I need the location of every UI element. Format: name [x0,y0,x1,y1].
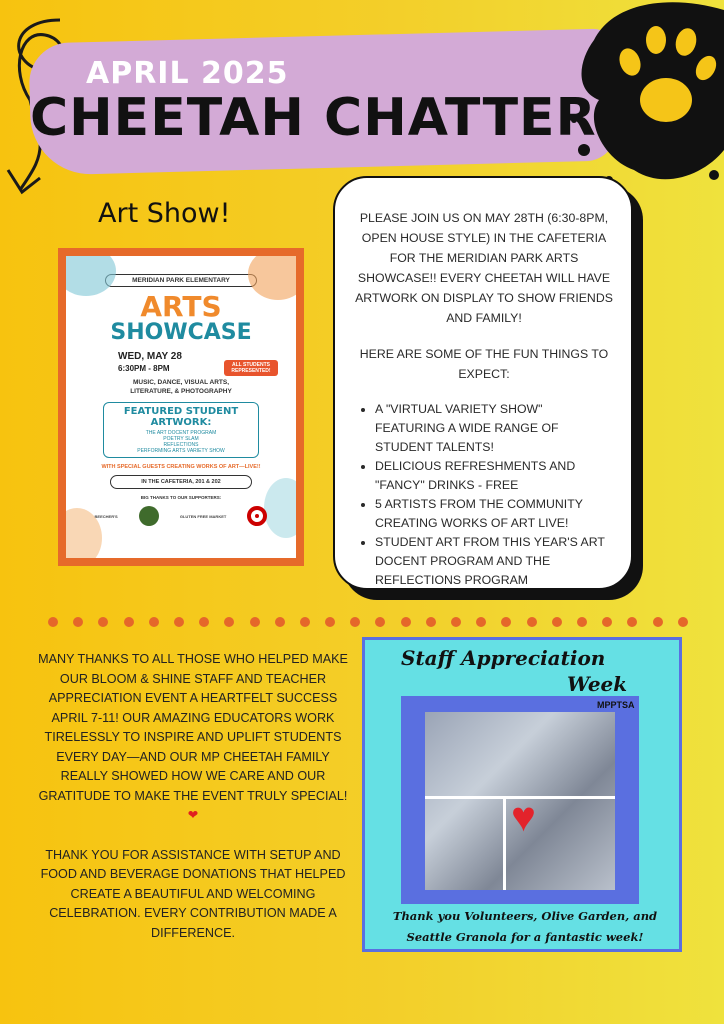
divider-dot [224,617,234,627]
thanks-text: MANY THANKS TO ALL THOSE WHO HELPED MAKE OUR BLOOM & SHINE STAFF AND TEACHER APPRECIATION EVENT A HEARTFELT SUCCESS APRIL 7-11! OUR AMAZING EDUCATORS WORK TIRELESSLY TO INSPIRE AND UPLIFT STUDENTS EVERY DAY—AND OUR MP CHEETAH FAMILY REALLY SHOWED HOW WE CARE AND OUR GRATITUDE TO MAKE THE EVENT TRULY SPECIAL! [38,652,348,803]
target-logo-icon [247,506,267,526]
list-item: • STUDENT ART FROM THIS YEAR'S ART DOCENT PROGRAM AND THE REFLECTIONS PROGRAM [375,533,613,590]
divider-dot [653,617,663,627]
divider-dot [501,617,511,627]
collage-divider [503,796,506,890]
divider-dot [250,617,260,627]
divider-dot [678,617,688,627]
poster-location: IN THE CAFETERIA, 201 & 202 [110,475,252,489]
announcement-list [355,400,613,590]
paint-splash-decoration [66,256,116,296]
divider-dot [300,617,310,627]
divider-dot [98,617,108,627]
sponsor-logo: GLUTEN FREE MARKET [179,513,227,519]
dotted-divider [48,617,688,627]
divider-dot [149,617,159,627]
poster-activities: MUSIC, DANCE, VISUAL ARTS, LITERATURE, & PHOTOGRAPHY [130,379,232,395]
mpptsa-logo: MPPTSA [597,700,635,710]
poster-featured-box [103,402,259,458]
poster-badge: ALL STUDENTS REPRESENTED! [224,360,278,376]
divider-dot [451,617,461,627]
poster-featured-title: FEATURED STUDENT ARTWORK: [123,406,239,428]
announcement-intro: PLEASE JOIN US ON MAY 28TH (6:30-8PM, OPEN HOUSE STYLE) IN THE CAFETERIA FOR THE MERIDIAN PARK ARTS SHOWCASE!! EVERY CHEETAH WILL HAVE ARTWORK ON DISPLAY TO SHOW FRIENDS AND FAMILY! [355,211,613,325]
sponsor-logo: BEECHER'S [94,513,118,519]
thanks-paragraph [34,650,352,826]
divider-dot [627,617,637,627]
divider-dot [275,617,285,627]
divider-dot [73,617,83,627]
poster-featured-item: REFLECTIONS [163,442,199,448]
divider-dot [325,617,335,627]
heart-icon: ❤ [187,808,199,822]
divider-dot [527,617,537,627]
poster-special-guests: WITH SPECIAL GUESTS CREATING WORKS OF ART—LIVE!! [101,464,261,470]
arts-showcase-poster [58,248,304,566]
sponsor-logo [139,506,159,526]
heart-icon: ♥ [511,793,536,840]
divider-dot [124,617,134,627]
poster-school: MERIDIAN PARK ELEMENTARY [105,274,257,287]
divider-dot [199,617,209,627]
newsletter-title: CHEETAH CHATTER [30,88,597,148]
divider-dot [401,617,411,627]
divider-dot [174,617,184,627]
poster-arts: ARTS [140,290,222,323]
poster-time: 6:30PM - 8PM [118,364,170,373]
poster-showcase: SHOWCASE [110,320,252,345]
thanks-section [34,650,352,943]
divider-dot [476,617,486,627]
poster-date: WED, MAY 28 [118,351,182,362]
poster-featured-item: THE ART DOCENT PROGRAM [145,430,217,436]
list-item: • A "VIRTUAL VARIETY SHOW" FEATURING A WIDE RANGE OF STUDENT TALENTS! [375,400,613,457]
thanks-paragraph-2: THANK YOU FOR ASSISTANCE WITH SETUP AND FOOD AND BEVERAGE DONATIONS THAT HELPED CREATE A BEAUTIFUL AND WELCOMING CELEBRATION. EVERY CONTRIBUTION MADE A DIFFERENCE. [40,847,346,940]
staff-appreciation-title: Staff Appreciation [401,646,606,670]
staff-appreciation-graphic [362,637,682,952]
divider-dot [602,617,612,627]
divider-dot [375,617,385,627]
divider-dot [552,617,562,627]
divider-dot [577,617,587,627]
divider-dot [48,617,58,627]
poster-sponsors [84,506,278,526]
staff-appreciation-week: Week [567,672,628,696]
paint-splash-decoration [264,478,296,538]
art-show-heading: Art Show! [98,198,231,229]
staff-appreciation-caption: Thank you Volunteers, Olive Garden, and Seattle Granola for a fantastic week! [392,909,658,944]
divider-dot [426,617,436,627]
poster-featured-list [106,430,256,454]
newsletter-month: APRIL 2025 [86,56,289,91]
poster-featured-item: PERFORMING ARTS VARIETY SHOW [137,448,225,454]
poster-thanks: BIG THANKS TO OUR SUPPORTERS: [140,495,222,500]
list-item: • DELICIOUS REFRESHMENTS AND "FANCY" DRINKS - FREE [375,457,613,495]
divider-dot [350,617,360,627]
announcement-card [333,176,633,590]
announcement-expect: HERE ARE SOME OF THE FUN THINGS TO EXPECT: [359,347,609,381]
poster-featured-item: POETRY SLAM [163,436,199,442]
list-item: • 5 ARTISTS FROM THE COMMUNITY CREATING WORKS OF ART LIVE! [375,495,613,533]
